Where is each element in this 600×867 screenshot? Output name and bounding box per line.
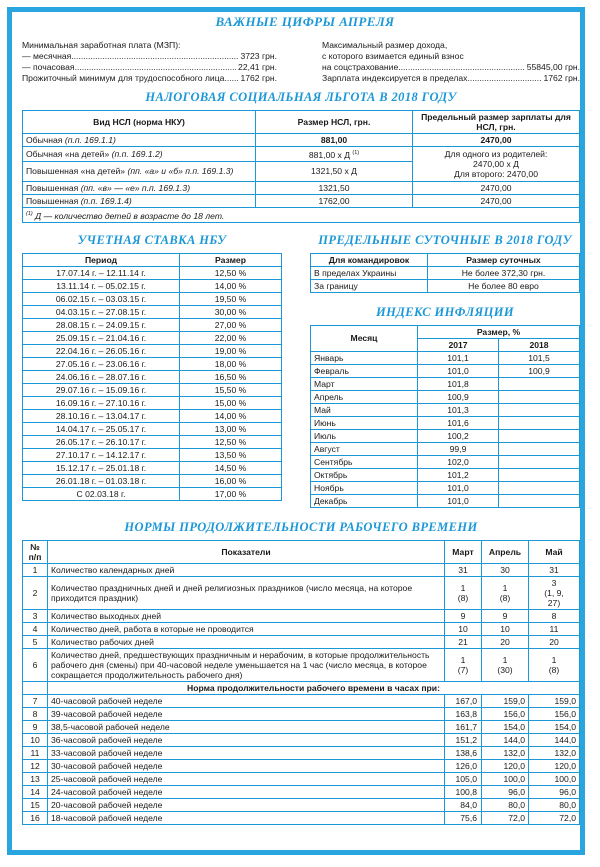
value-2017-cell: 101,2 bbox=[418, 468, 499, 481]
table-row bbox=[23, 576, 580, 609]
month-cell: Февраль bbox=[311, 364, 418, 377]
table-row bbox=[23, 707, 580, 720]
period-cell: 22.04.16 г. – 26.05.16 г. bbox=[23, 344, 180, 357]
period-cell: 13.11.14 г. – 05.02.15 г. bbox=[23, 279, 180, 292]
header-size-percent: Размер, % bbox=[418, 325, 580, 338]
april-cell: 9 bbox=[482, 609, 529, 622]
march-cell: 1 (8) bbox=[445, 576, 482, 609]
may-cell: 1 (8) bbox=[529, 648, 580, 681]
april-cell: 120,0 bbox=[482, 759, 529, 772]
table-row bbox=[23, 461, 282, 474]
rate-cell: 15,00 % bbox=[180, 396, 282, 409]
table-row bbox=[23, 811, 580, 824]
table-row bbox=[311, 468, 580, 481]
may-cell: 96,0 bbox=[529, 785, 580, 798]
key-figures-left bbox=[22, 40, 277, 84]
rate-cell: 22,00 % bbox=[180, 331, 282, 344]
row-number: 1 bbox=[23, 563, 48, 576]
rate-cell: 14,50 % bbox=[180, 461, 282, 474]
header-year-2017: 2017 bbox=[418, 338, 499, 351]
month-cell: Декабрь bbox=[311, 494, 418, 507]
may-cell: 132,0 bbox=[529, 746, 580, 759]
indicator-cell: Количество дней, работа в которые не проводится bbox=[48, 622, 445, 635]
march-cell: 1 (7) bbox=[445, 648, 482, 681]
tax-benefit-table bbox=[22, 110, 580, 223]
month-cell: Июнь bbox=[311, 416, 418, 429]
per-diem-title: ПРЕДЕЛЬНЫЕ СУТОЧНЫЕ В 2018 ГОДУ bbox=[318, 232, 572, 247]
period-cell: 25.09.15 г. – 21.04.16 г. bbox=[23, 331, 180, 344]
rate-cell: 16,50 % bbox=[180, 370, 282, 383]
header-rate: Размер bbox=[180, 253, 282, 266]
document bbox=[22, 14, 580, 825]
table-row bbox=[23, 798, 580, 811]
row-number: 8 bbox=[23, 707, 48, 720]
value-2018-cell bbox=[499, 377, 580, 390]
value-2017-cell: 101,6 bbox=[418, 416, 499, 429]
tax-benefit-section bbox=[22, 90, 580, 223]
table-row bbox=[23, 622, 580, 635]
header-per-diem: Размер суточных bbox=[428, 253, 580, 266]
row-number: 13 bbox=[23, 772, 48, 785]
per-diem-table bbox=[310, 253, 580, 293]
month-cell: Март bbox=[311, 377, 418, 390]
april-cell: 1 (30) bbox=[482, 648, 529, 681]
nbu-rate-table bbox=[22, 253, 282, 501]
month-cell: Август bbox=[311, 442, 418, 455]
period-cell: С 02.03.18 г. bbox=[23, 487, 180, 500]
row-number: 2 bbox=[23, 576, 48, 609]
period-cell: 27.10.17 г. – 14.12.17 г. bbox=[23, 448, 180, 461]
inflation-title: ИНДЕКС ИНФЛЯЦИИ bbox=[376, 304, 514, 319]
rate-cell: 12,50 % bbox=[180, 435, 282, 448]
table-row bbox=[23, 331, 282, 344]
max-income: на соцстрахование ..... 55845,00 грн. bbox=[322, 62, 580, 73]
period-cell: 28.10.16 г. – 13.04.17 г. bbox=[23, 409, 180, 422]
header-april: Апрель bbox=[482, 540, 529, 563]
may-cell: 159,0 bbox=[529, 694, 580, 707]
table-row: Обычная «на детей» (п.п. 169.1.2) 881,00 х Д $^{(1)}$ Для одного из родителей: 2470,00 х Д Для второго: 2470,00 bbox=[23, 147, 580, 162]
table-row bbox=[23, 448, 282, 461]
indicator-cell: 25-часовой рабочей неделе bbox=[48, 772, 445, 785]
indicator-cell: 39-часовой рабочей неделе bbox=[48, 707, 445, 720]
value-2017-cell: 101,0 bbox=[418, 481, 499, 494]
table-row bbox=[23, 435, 282, 448]
header-month: Месяц bbox=[311, 325, 418, 351]
april-cell: 80,0 bbox=[482, 798, 529, 811]
tax-benefit-title: НАЛОГОВАЯ СОЦИАЛЬНАЯ ЛЬГОТА В 2018 ГОДУ bbox=[145, 90, 457, 104]
table-row bbox=[23, 292, 282, 305]
table-row bbox=[311, 494, 580, 507]
may-cell: 3 (1, 9, 27) bbox=[529, 576, 580, 609]
rate-cell: 27,00 % bbox=[180, 318, 282, 331]
rate-cell: 13,00 % bbox=[180, 422, 282, 435]
month-cell: Апрель bbox=[311, 390, 418, 403]
table-row: За границу Не более 80 евро bbox=[311, 279, 580, 292]
value-2018-cell: 101,5 bbox=[499, 351, 580, 364]
work-time-table bbox=[22, 540, 580, 825]
rate-cell: 13,50 % bbox=[180, 448, 282, 461]
table-row: Повышенная «на детей» (пп. «а» и «б» п.п. 169.1.3) 1321,50 х Д bbox=[23, 161, 580, 181]
row-number: 9 bbox=[23, 720, 48, 733]
period-cell: 17.07.14 г. – 12.11.14 г. bbox=[23, 266, 180, 279]
may-cell: 31 bbox=[529, 563, 580, 576]
rate-cell: 14,00 % bbox=[180, 409, 282, 422]
row-number: 15 bbox=[23, 798, 48, 811]
table-footnote: $^{(1)}$ Д — количество детей в возрасте до 18 лет. bbox=[23, 207, 580, 222]
march-cell: 138,6 bbox=[445, 746, 482, 759]
table-row bbox=[23, 396, 282, 409]
march-cell: 31 bbox=[445, 563, 482, 576]
april-cell: 154,0 bbox=[482, 720, 529, 733]
indicator-cell: 30-часовой рабочей неделе bbox=[48, 759, 445, 772]
period-cell: 06.02.15 г. – 03.03.15 г. bbox=[23, 292, 180, 305]
value-2018-cell bbox=[499, 403, 580, 416]
april-cell: 30 bbox=[482, 563, 529, 576]
table-row bbox=[311, 364, 580, 377]
table-row bbox=[311, 403, 580, 416]
value-2018-cell bbox=[499, 468, 580, 481]
row-number: 3 bbox=[23, 609, 48, 622]
middle-section bbox=[22, 233, 580, 508]
table-row bbox=[23, 694, 580, 707]
indicator-cell: 33-часовой рабочей неделе bbox=[48, 746, 445, 759]
april-cell: 20 bbox=[482, 635, 529, 648]
table-row: Обычная (п.п. 169.1.1) 881,00 2470,00 bbox=[23, 134, 580, 147]
period-cell: 28.08.15 г. – 24.09.15 г. bbox=[23, 318, 180, 331]
value-2017-cell: 100,2 bbox=[418, 429, 499, 442]
april-cell: 96,0 bbox=[482, 785, 529, 798]
march-cell: 167,0 bbox=[445, 694, 482, 707]
value-2017-cell: 100,9 bbox=[418, 390, 499, 403]
table-row bbox=[23, 746, 580, 759]
indicator-cell: 40-часовой рабочей неделе bbox=[48, 694, 445, 707]
may-cell: 154,0 bbox=[529, 720, 580, 733]
max-income-line2: с которого взимается единый взнос bbox=[322, 51, 464, 61]
indicator-cell: Количество выходных дней bbox=[48, 609, 445, 622]
header-type: Вид НСЛ (норма НКУ) bbox=[23, 111, 256, 134]
table-row bbox=[23, 487, 282, 500]
table-row bbox=[311, 416, 580, 429]
table-row bbox=[311, 351, 580, 364]
march-cell: 9 bbox=[445, 609, 482, 622]
period-cell: 14.04.17 г. – 25.05.17 г. bbox=[23, 422, 180, 435]
indicator-cell: Количество дней, предшествующих праздничным и нерабочим, в которые продолжительность рабочего дня (смены) при 40-часовой неделе уменьшается на 1 час (число месяца, в которое сокращается продолжительность рабочего дня) bbox=[48, 648, 445, 681]
table-row bbox=[311, 455, 580, 468]
period-cell: 26.01.18 г. – 01.03.18 г. bbox=[23, 474, 180, 487]
may-cell: 8 bbox=[529, 609, 580, 622]
april-cell: 100,0 bbox=[482, 772, 529, 785]
period-cell: 15.12.17 г. – 25.01.18 г. bbox=[23, 461, 180, 474]
rate-cell: 19,00 % bbox=[180, 344, 282, 357]
may-cell: 80,0 bbox=[529, 798, 580, 811]
table-row bbox=[311, 481, 580, 494]
table-row bbox=[311, 429, 580, 442]
rate-cell: 18,00 % bbox=[180, 357, 282, 370]
period-cell: 04.03.15 г. – 27.08.15 г. bbox=[23, 305, 180, 318]
period-cell: 26.05.17 г. – 26.10.17 г. bbox=[23, 435, 180, 448]
month-cell: Сентябрь bbox=[311, 455, 418, 468]
april-cell: 132,0 bbox=[482, 746, 529, 759]
march-cell: 84,0 bbox=[445, 798, 482, 811]
table-row bbox=[23, 318, 282, 331]
indicator-cell: Количество календарных дней bbox=[48, 563, 445, 576]
row-number: 5 bbox=[23, 635, 48, 648]
value-2018-cell bbox=[499, 429, 580, 442]
key-figures-title: ВАЖНЫЕ ЦИФРЫ АПРЕЛЯ bbox=[215, 14, 395, 29]
value-2017-cell: 101,3 bbox=[418, 403, 499, 416]
rate-cell: 12,50 % bbox=[180, 266, 282, 279]
key-figures-section bbox=[22, 14, 580, 84]
indicator-cell: Количество рабочих дней bbox=[48, 635, 445, 648]
header-period: Период bbox=[23, 253, 180, 266]
table-row bbox=[311, 442, 580, 455]
indicator-cell: 38,5-часовой рабочей неделе bbox=[48, 720, 445, 733]
subsistence-minimum: Прожиточный минимум для трудоспособного лица ..... 1762 грн. bbox=[22, 73, 277, 84]
work-time-section bbox=[22, 520, 580, 825]
march-cell: 21 bbox=[445, 635, 482, 648]
table-row bbox=[23, 648, 580, 681]
work-time-title: НОРМЫ ПРОДОЛЖИТЕЛЬНОСТИ РАБОЧЕГО ВРЕМЕНИ bbox=[124, 519, 478, 534]
value-2017-cell: 101,0 bbox=[418, 364, 499, 377]
indicator-cell: 24-часовой рабочей неделе bbox=[48, 785, 445, 798]
table-row bbox=[23, 474, 282, 487]
table-row bbox=[23, 720, 580, 733]
period-cell: 27.05.16 г. – 23.06.16 г. bbox=[23, 357, 180, 370]
april-cell: 10 bbox=[482, 622, 529, 635]
header-num: № п/п bbox=[23, 540, 48, 563]
rate-cell: 30,00 % bbox=[180, 305, 282, 318]
header-limit: Предельный размер зарплаты для НСЛ, грн. bbox=[413, 111, 580, 134]
table-row bbox=[23, 759, 580, 772]
table-row bbox=[23, 266, 282, 279]
hours-subheader: Норма продолжительности рабочего времени в часах при: bbox=[23, 681, 580, 694]
header-march: Март bbox=[445, 540, 482, 563]
min-wage-label: Минимальная заработная плата (МЗП): bbox=[22, 40, 181, 50]
march-cell: 151,2 bbox=[445, 733, 482, 746]
header-may: Май bbox=[529, 540, 580, 563]
value-2018-cell bbox=[499, 390, 580, 403]
value-2018-cell bbox=[499, 455, 580, 468]
table-row bbox=[23, 279, 282, 292]
march-cell: 105,0 bbox=[445, 772, 482, 785]
row-number: 4 bbox=[23, 622, 48, 635]
header-year-2018: 2018 bbox=[499, 338, 580, 351]
table-row bbox=[23, 635, 580, 648]
month-cell: Октябрь bbox=[311, 468, 418, 481]
value-2018-cell bbox=[499, 481, 580, 494]
rate-cell: 14,00 % bbox=[180, 279, 282, 292]
value-2017-cell: 101,1 bbox=[418, 351, 499, 364]
row-number: 12 bbox=[23, 759, 48, 772]
month-cell: Ноябрь bbox=[311, 481, 418, 494]
value-2018-cell: 100,9 bbox=[499, 364, 580, 377]
may-cell: 72,0 bbox=[529, 811, 580, 824]
value-2017-cell: 101,0 bbox=[418, 494, 499, 507]
table-row bbox=[23, 609, 580, 622]
header-size: Размер НСЛ, грн. bbox=[256, 111, 413, 134]
table-row bbox=[23, 785, 580, 798]
march-cell: 163,8 bbox=[445, 707, 482, 720]
monthly-wage: — месячная ..... 3723 грн. bbox=[22, 51, 277, 62]
max-income-line1: Максимальный размер дохода, bbox=[322, 40, 448, 50]
march-cell: 126,0 bbox=[445, 759, 482, 772]
april-cell: 156,0 bbox=[482, 707, 529, 720]
rate-cell: 19,50 % bbox=[180, 292, 282, 305]
table-row bbox=[23, 383, 282, 396]
nbu-rate-section bbox=[22, 233, 282, 508]
header-indicator: Показатели bbox=[48, 540, 445, 563]
value-2018-cell bbox=[499, 494, 580, 507]
march-cell: 10 bbox=[445, 622, 482, 635]
period-cell: 29.07.16 г. – 15.09.16 г. bbox=[23, 383, 180, 396]
indicator-cell: 18-часовой рабочей неделе bbox=[48, 811, 445, 824]
table-row bbox=[23, 409, 282, 422]
period-cell: 24.06.16 г. – 28.07.16 г. bbox=[23, 370, 180, 383]
value-2017-cell: 101,8 bbox=[418, 377, 499, 390]
indicator-cell: 36-часовой рабочей неделе bbox=[48, 733, 445, 746]
value-2017-cell: 102,0 bbox=[418, 455, 499, 468]
april-cell: 1 (8) bbox=[482, 576, 529, 609]
value-2018-cell bbox=[499, 416, 580, 429]
row-number: 14 bbox=[23, 785, 48, 798]
value-2018-cell bbox=[499, 442, 580, 455]
table-row: В пределах Украины Не более 372,30 грн. bbox=[311, 266, 580, 279]
period-cell: 16.09.16 г. – 27.10.16 г. bbox=[23, 396, 180, 409]
table-row bbox=[23, 370, 282, 383]
per-diem-section bbox=[310, 233, 580, 293]
table-row bbox=[311, 390, 580, 403]
table-row bbox=[311, 377, 580, 390]
row-number: 11 bbox=[23, 746, 48, 759]
month-cell: Май bbox=[311, 403, 418, 416]
rate-cell: 17,00 % bbox=[180, 487, 282, 500]
may-cell: 100,0 bbox=[529, 772, 580, 785]
row-number: 7 bbox=[23, 694, 48, 707]
header-trip: Для командировок bbox=[311, 253, 428, 266]
table-row bbox=[23, 357, 282, 370]
rate-cell: 15,50 % bbox=[180, 383, 282, 396]
table-row bbox=[23, 772, 580, 785]
march-cell: 75,6 bbox=[445, 811, 482, 824]
month-cell: Июль bbox=[311, 429, 418, 442]
row-number: 6 bbox=[23, 648, 48, 681]
inflation-table bbox=[310, 325, 580, 508]
row-number: 16 bbox=[23, 811, 48, 824]
indicator-cell: Количество праздничных дней и дней религиозных праздников (число месяца, на которое приходится праздник) bbox=[48, 576, 445, 609]
april-cell: 144,0 bbox=[482, 733, 529, 746]
table-row bbox=[23, 733, 580, 746]
may-cell: 120,0 bbox=[529, 759, 580, 772]
key-figures-right bbox=[322, 40, 580, 84]
indexed-salary: Зарплата индексируется в пределах ..... 1762 грн. bbox=[322, 73, 580, 84]
march-cell: 161,7 bbox=[445, 720, 482, 733]
rate-cell: 16,00 % bbox=[180, 474, 282, 487]
march-cell: 100,8 bbox=[445, 785, 482, 798]
nbu-rate-title: УЧЕТНАЯ СТАВКА НБУ bbox=[77, 232, 227, 247]
may-cell: 144,0 bbox=[529, 733, 580, 746]
april-cell: 72,0 bbox=[482, 811, 529, 824]
table-row bbox=[23, 422, 282, 435]
month-cell: Январь bbox=[311, 351, 418, 364]
hourly-wage: — почасовая ..... 22,41 грн. bbox=[22, 62, 277, 73]
table-row: Повышенная (п.п. 169.1.4) 1762,00 2470,00 bbox=[23, 194, 580, 207]
row-number: 10 bbox=[23, 733, 48, 746]
table-row bbox=[23, 344, 282, 357]
may-cell: 11 bbox=[529, 622, 580, 635]
may-cell: 20 bbox=[529, 635, 580, 648]
table-row: Повышенная (пп. «в» — «е» п.п. 169.1.3) 1321,50 2470,00 bbox=[23, 181, 580, 194]
table-row bbox=[23, 563, 580, 576]
april-cell: 159,0 bbox=[482, 694, 529, 707]
value-2017-cell: 99,9 bbox=[418, 442, 499, 455]
indicator-cell: 20-часовой рабочей неделе bbox=[48, 798, 445, 811]
may-cell: 156,0 bbox=[529, 707, 580, 720]
table-row bbox=[23, 305, 282, 318]
inflation-section bbox=[310, 305, 580, 508]
